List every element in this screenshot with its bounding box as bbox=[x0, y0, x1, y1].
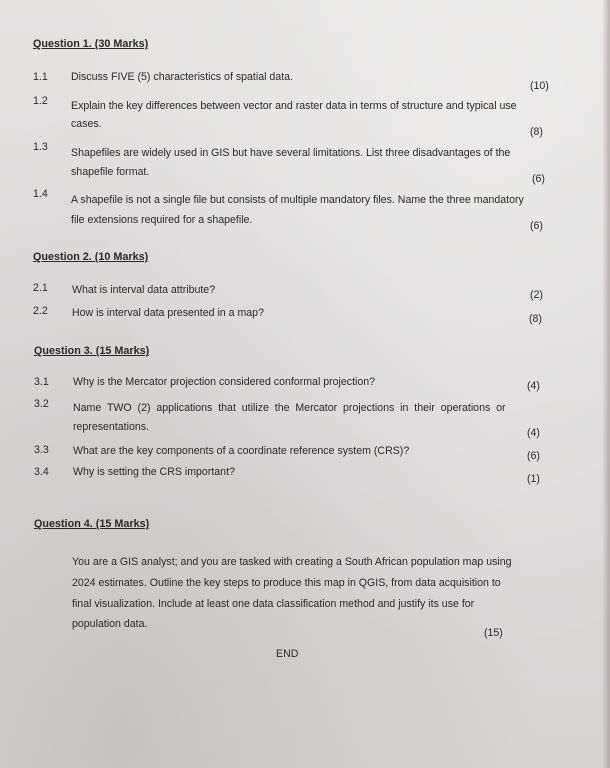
paper-edge-shadow bbox=[602, 0, 610, 768]
item-number: 1.2 bbox=[33, 95, 48, 107]
item-text: Why is the Mercator projection considered conformal projection? bbox=[73, 376, 376, 388]
item-number: 1.3 bbox=[33, 141, 48, 153]
item-text: shapefile format. bbox=[71, 166, 150, 178]
item-number: 2.2 bbox=[33, 305, 48, 317]
item-marks: (8) bbox=[529, 313, 542, 325]
question-4-heading: Question 4. (15 Marks) bbox=[34, 518, 150, 530]
item-text: How is interval data presented in a map? bbox=[72, 307, 264, 319]
item-marks: (15) bbox=[484, 627, 503, 639]
item-number: 3.4 bbox=[34, 466, 49, 478]
item-text: Discuss FIVE (5) characteristics of spatial data. bbox=[71, 71, 293, 83]
item-marks: (6) bbox=[532, 173, 545, 185]
item-number: 3.3 bbox=[34, 444, 49, 456]
item-number: 3.1 bbox=[34, 376, 49, 388]
item-number: 1.1 bbox=[33, 71, 48, 83]
item-marks: (10) bbox=[530, 80, 549, 92]
question-2-heading: Question 2. (10 Marks) bbox=[33, 251, 149, 263]
item-marks: (2) bbox=[530, 289, 543, 301]
item-marks: (1) bbox=[527, 473, 540, 485]
question-4-text-line: You are a GIS analyst; and you are tasked with creating a South African population map using bbox=[72, 556, 512, 568]
item-text: cases. bbox=[71, 118, 102, 130]
question-1-heading: Question 1. (30 Marks) bbox=[33, 38, 149, 50]
item-number: 1.4 bbox=[33, 188, 48, 200]
item-marks: (6) bbox=[530, 220, 543, 232]
item-text: Why is setting the CRS important? bbox=[73, 466, 235, 478]
item-marks: (4) bbox=[527, 380, 540, 392]
item-number: 2.1 bbox=[33, 282, 48, 294]
item-text: Explain the key differences between vector and raster data in terms of structure and typical use bbox=[71, 100, 517, 112]
item-text: Name TWO (2) applications that utilize the Mercator projections in their operations or bbox=[73, 402, 506, 414]
item-text: representations. bbox=[73, 421, 149, 433]
end-label: END bbox=[276, 648, 299, 660]
item-text: file extensions required for a shapefile. bbox=[71, 214, 253, 226]
item-text: What are the key components of a coordinate reference system (CRS)? bbox=[73, 445, 410, 457]
item-text: What is interval data attribute? bbox=[72, 284, 216, 296]
item-marks: (8) bbox=[530, 126, 543, 138]
item-text: A shapefile is not a single file but consists of multiple mandatory files. Name the three mandatory bbox=[71, 194, 524, 206]
question-4-text-line: final visualization. Include at least one data classification method and justify its use for bbox=[72, 598, 475, 610]
item-marks: (4) bbox=[527, 427, 540, 439]
item-number: 3.2 bbox=[34, 398, 49, 410]
item-text: Shapefiles are widely used in GIS but have several limitations. List three disadvantages of the bbox=[71, 147, 511, 159]
question-3-heading: Question 3. (15 Marks) bbox=[34, 345, 150, 357]
question-4-text-line: population data. bbox=[72, 618, 148, 630]
question-4-text-line: 2024 estimates. Outline the key steps to produce this map in QGIS, from data acquisition to bbox=[72, 577, 501, 589]
item-marks: (6) bbox=[527, 450, 540, 462]
